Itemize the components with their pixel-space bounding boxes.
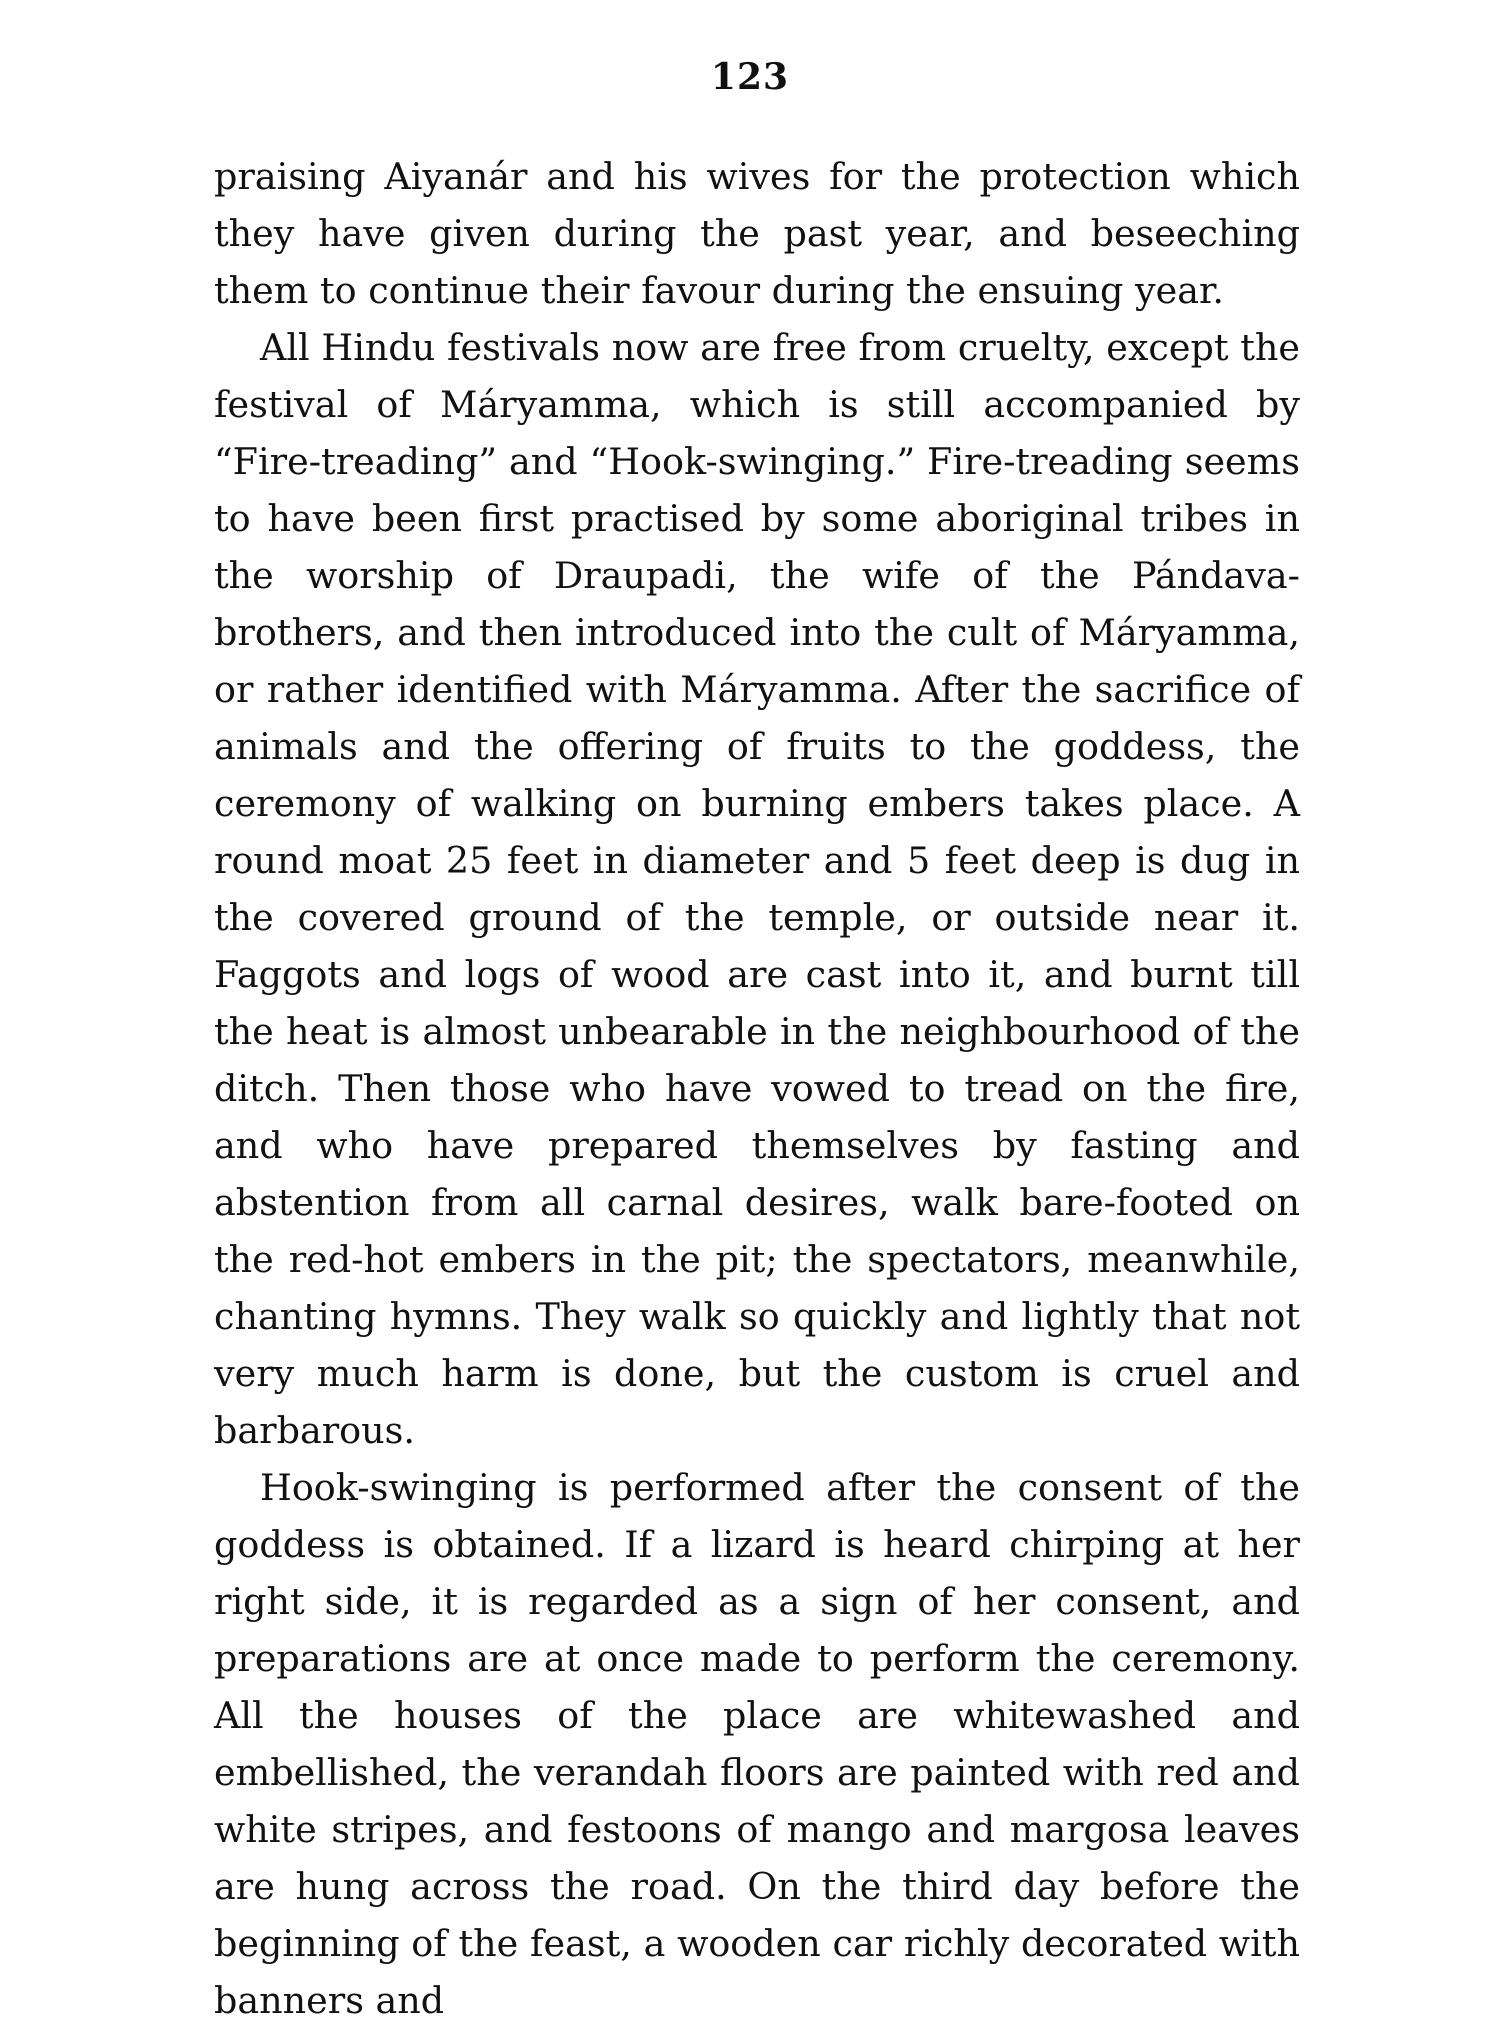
page-number: 123 <box>710 56 790 98</box>
paragraph-fire-treading: All Hindu festivals now are free from cruelty, except the festival of Máryamma, which is still accompanied by “Fire-treading” and “Hook-swinging.” Fire-treading seems to have been first practised by some aboriginal tribes in the worship of Draupadi, the wife of the Pándava-brothers, and then introduced into the cult of Máryamma, or rather identified with Máryamma. After the sacrifice of animals and the offering of fruits to the goddess, the ceremony of walking on burning embers takes place. A round moat 25 feet in diameter and 5 feet deep is dug in the covered ground of the temple, or outside near it. Faggots and logs of wood are cast into it, and burnt till the heat is almost unbearable in the neighbourhood of the ditch. Then those who have vowed to tread on the fire, and who have prepared themselves by fasting and abstention from all carnal desires, walk bare-footed on the red-hot embers in the pit; the spectators, meanwhile, chanting hymns. They walk so quickly and lightly that not very much harm is done, but the custom is cruel and barbarous. <box>214 326 1300 1452</box>
body-text <box>214 148 1300 2029</box>
paragraph-continuation: praising Aiyanár and his wives for the protection which they have given during the past year, and beseeching them to continue their favour during the ensuing year. <box>214 155 1300 312</box>
paragraph-hook-swinging: Hook-swinging is performed after the consent of the goddess is obtained. If a lizard is heard chirping at her right side, it is regarded as a sign of her consent, and preparations are at once made to perform the ceremony. All the houses of the place are whitewashed and embellished, the verandah floors are painted with red and white stripes, and festoons of mango and margosa leaves are hung across the road. On the third day before the beginning of the feast, a wooden car richly decorated with banners and <box>214 1466 1300 2022</box>
